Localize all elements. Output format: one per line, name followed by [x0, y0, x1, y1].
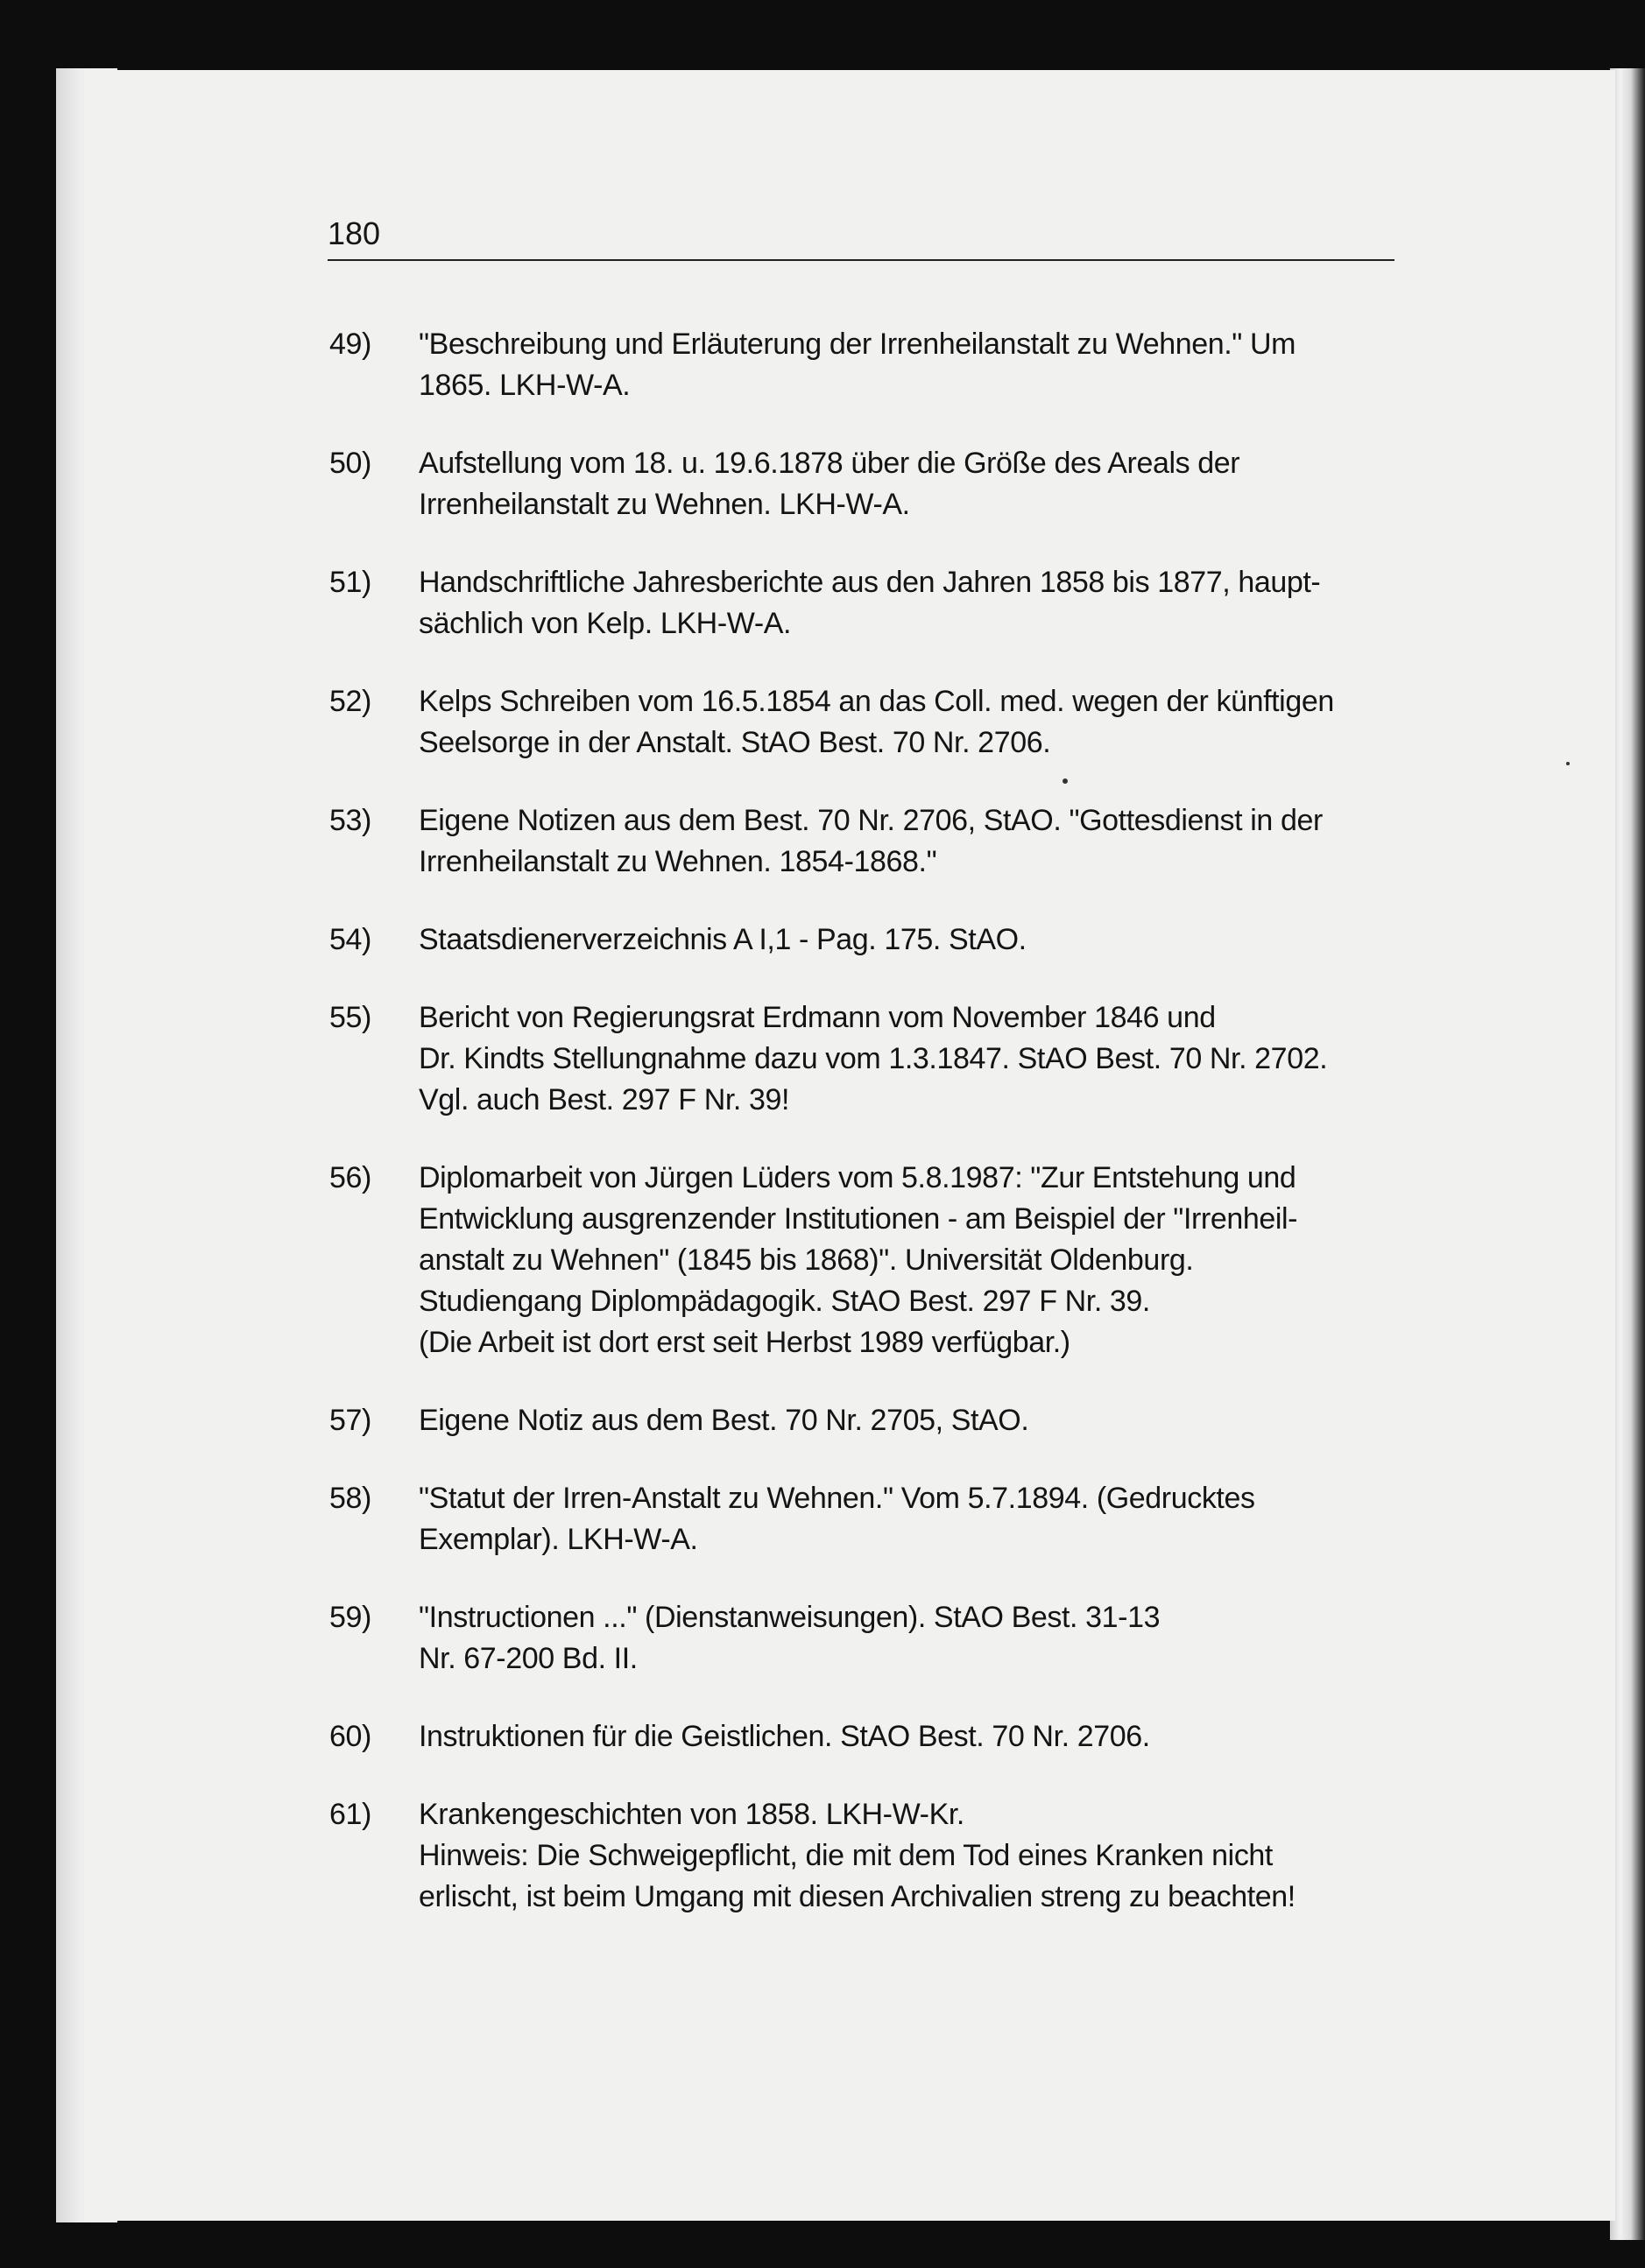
endnote-line: Handschriftliche Jahresberichte aus den Jahren 1858 bis 1877, haupt- — [419, 566, 1321, 599]
endnotes-list — [329, 324, 1416, 1955]
endnote-line: Studiengang Diplompädagogik. StAO Best. 297 F Nr. 39. — [419, 1285, 1150, 1318]
endnote-line: Seelsorge in der Anstalt. StAO Best. 70 Nr. 2706. — [419, 726, 1051, 759]
endnote-line: Bericht von Regierungsrat Erdmann vom November 1846 und — [419, 1001, 1216, 1034]
endnote-line: "Instructionen ..." (Dienstanweisungen). StAO Best. 31-13 — [419, 1601, 1161, 1634]
endnote-number: 49) — [329, 328, 371, 361]
endnote-line: Aufstellung vom 18. u. 19.6.1878 über die Größe des Areals der — [419, 447, 1240, 480]
endnote-line: 1865. LKH-W-A. — [419, 369, 631, 402]
endnote-number: 58) — [329, 1482, 371, 1515]
endnote-line: Vgl. auch Best. 297 F Nr. 39! — [419, 1083, 790, 1116]
endnote-line: Kelps Schreiben vom 16.5.1854 an das Coll. med. wegen der künftigen — [419, 685, 1334, 718]
endnote-text — [419, 1478, 1416, 1560]
endnote-item — [329, 324, 1416, 406]
endnote-line: Entwicklung ausgrenzender Institutionen - am Beispiel der "Irrenheil- — [419, 1202, 1298, 1236]
endnote-text — [419, 800, 1416, 883]
endnote-text — [419, 997, 1416, 1121]
endnote-item — [329, 1478, 1416, 1560]
endnote-item — [329, 443, 1416, 525]
endnote-line: Diplomarbeit von Jürgen Lüders vom 5.8.1987: "Zur Entstehung und — [419, 1161, 1296, 1194]
endnote-text — [419, 324, 1416, 406]
endnote-item — [329, 800, 1416, 883]
endnote-item — [329, 1400, 1416, 1441]
endnote-number: 57) — [329, 1404, 371, 1437]
endnote-number: 52) — [329, 685, 371, 718]
endnote-line: "Statut der Irren-Anstalt zu Wehnen." Vom 5.7.1894. (Gedrucktes — [419, 1482, 1255, 1515]
endnote-text — [419, 1400, 1416, 1441]
endnote-line: Dr. Kindts Stellungnahme dazu vom 1.3.1847. StAO Best. 70 Nr. 2702. — [419, 1042, 1328, 1075]
endnote-line: (Die Arbeit ist dort erst seit Herbst 1989 verfügbar.) — [419, 1326, 1070, 1359]
endnote-line: Hinweis: Die Schweigepflicht, die mit dem Tod eines Kranken nicht — [419, 1839, 1273, 1872]
endnote-line: sächlich von Kelp. LKH-W-A. — [419, 607, 792, 640]
endnote-line: Eigene Notizen aus dem Best. 70 Nr. 2706, StAO. "Gottesdienst in der — [419, 804, 1323, 837]
endnote-number: 54) — [329, 923, 371, 956]
endnote-number: 51) — [329, 566, 371, 599]
endnote-item — [329, 681, 1416, 764]
endnote-text — [419, 562, 1416, 644]
endnote-text — [419, 1716, 1416, 1757]
endnote-line: Nr. 67-200 Bd. II. — [419, 1642, 638, 1675]
endnote-text — [419, 443, 1416, 525]
endnote-line: "Beschreibung und Erläuterung der Irrenheilanstalt zu Wehnen." Um — [419, 328, 1296, 361]
endnote-line: Exemplar). LKH-W-A. — [419, 1523, 698, 1556]
endnote-number: 50) — [329, 447, 371, 480]
endnote-line: Irrenheilanstalt zu Wehnen. LKH-W-A. — [419, 488, 910, 521]
endnote-text — [419, 681, 1416, 764]
dust-speck — [1566, 762, 1570, 765]
endnote-line: Instruktionen für die Geistlichen. StAO Best. 70 Nr. 2706. — [419, 1720, 1150, 1753]
endnote-line: Staatsdienerverzeichnis A I,1 - Pag. 175. StAO. — [419, 923, 1027, 956]
endnote-item — [329, 1597, 1416, 1680]
dust-speck — [1063, 778, 1068, 784]
endnote-line: erlischt, ist beim Umgang mit diesen Archivalien streng zu beachten! — [419, 1880, 1296, 1913]
page-number: 180 — [328, 215, 381, 251]
endnote-line: Krankengeschichten von 1858. LKH-W-Kr. — [419, 1798, 964, 1831]
endnote-number: 53) — [329, 804, 371, 837]
page-edge-right — [1610, 68, 1645, 2240]
page-header — [328, 207, 1394, 261]
endnote-line: Irrenheilanstalt zu Wehnen. 1854-1868." — [419, 845, 937, 878]
endnote-item — [329, 1794, 1416, 1918]
endnote-item — [329, 1158, 1416, 1363]
endnote-text — [419, 1597, 1416, 1680]
endnote-text — [419, 919, 1416, 961]
endnote-text — [419, 1158, 1416, 1363]
endnote-line: Eigene Notiz aus dem Best. 70 Nr. 2705, StAO. — [419, 1404, 1029, 1437]
endnote-item — [329, 1716, 1416, 1757]
endnote-item — [329, 562, 1416, 644]
endnote-item — [329, 919, 1416, 961]
endnote-number: 59) — [329, 1601, 371, 1634]
endnote-text — [419, 1794, 1416, 1918]
endnote-item — [329, 997, 1416, 1121]
endnote-number: 61) — [329, 1798, 371, 1831]
endnote-number: 60) — [329, 1720, 371, 1753]
endnote-line: anstalt zu Wehnen" (1845 bis 1868)". Universität Oldenburg. — [419, 1243, 1194, 1277]
endnote-number: 56) — [329, 1161, 371, 1194]
endnote-number: 55) — [329, 1001, 371, 1034]
